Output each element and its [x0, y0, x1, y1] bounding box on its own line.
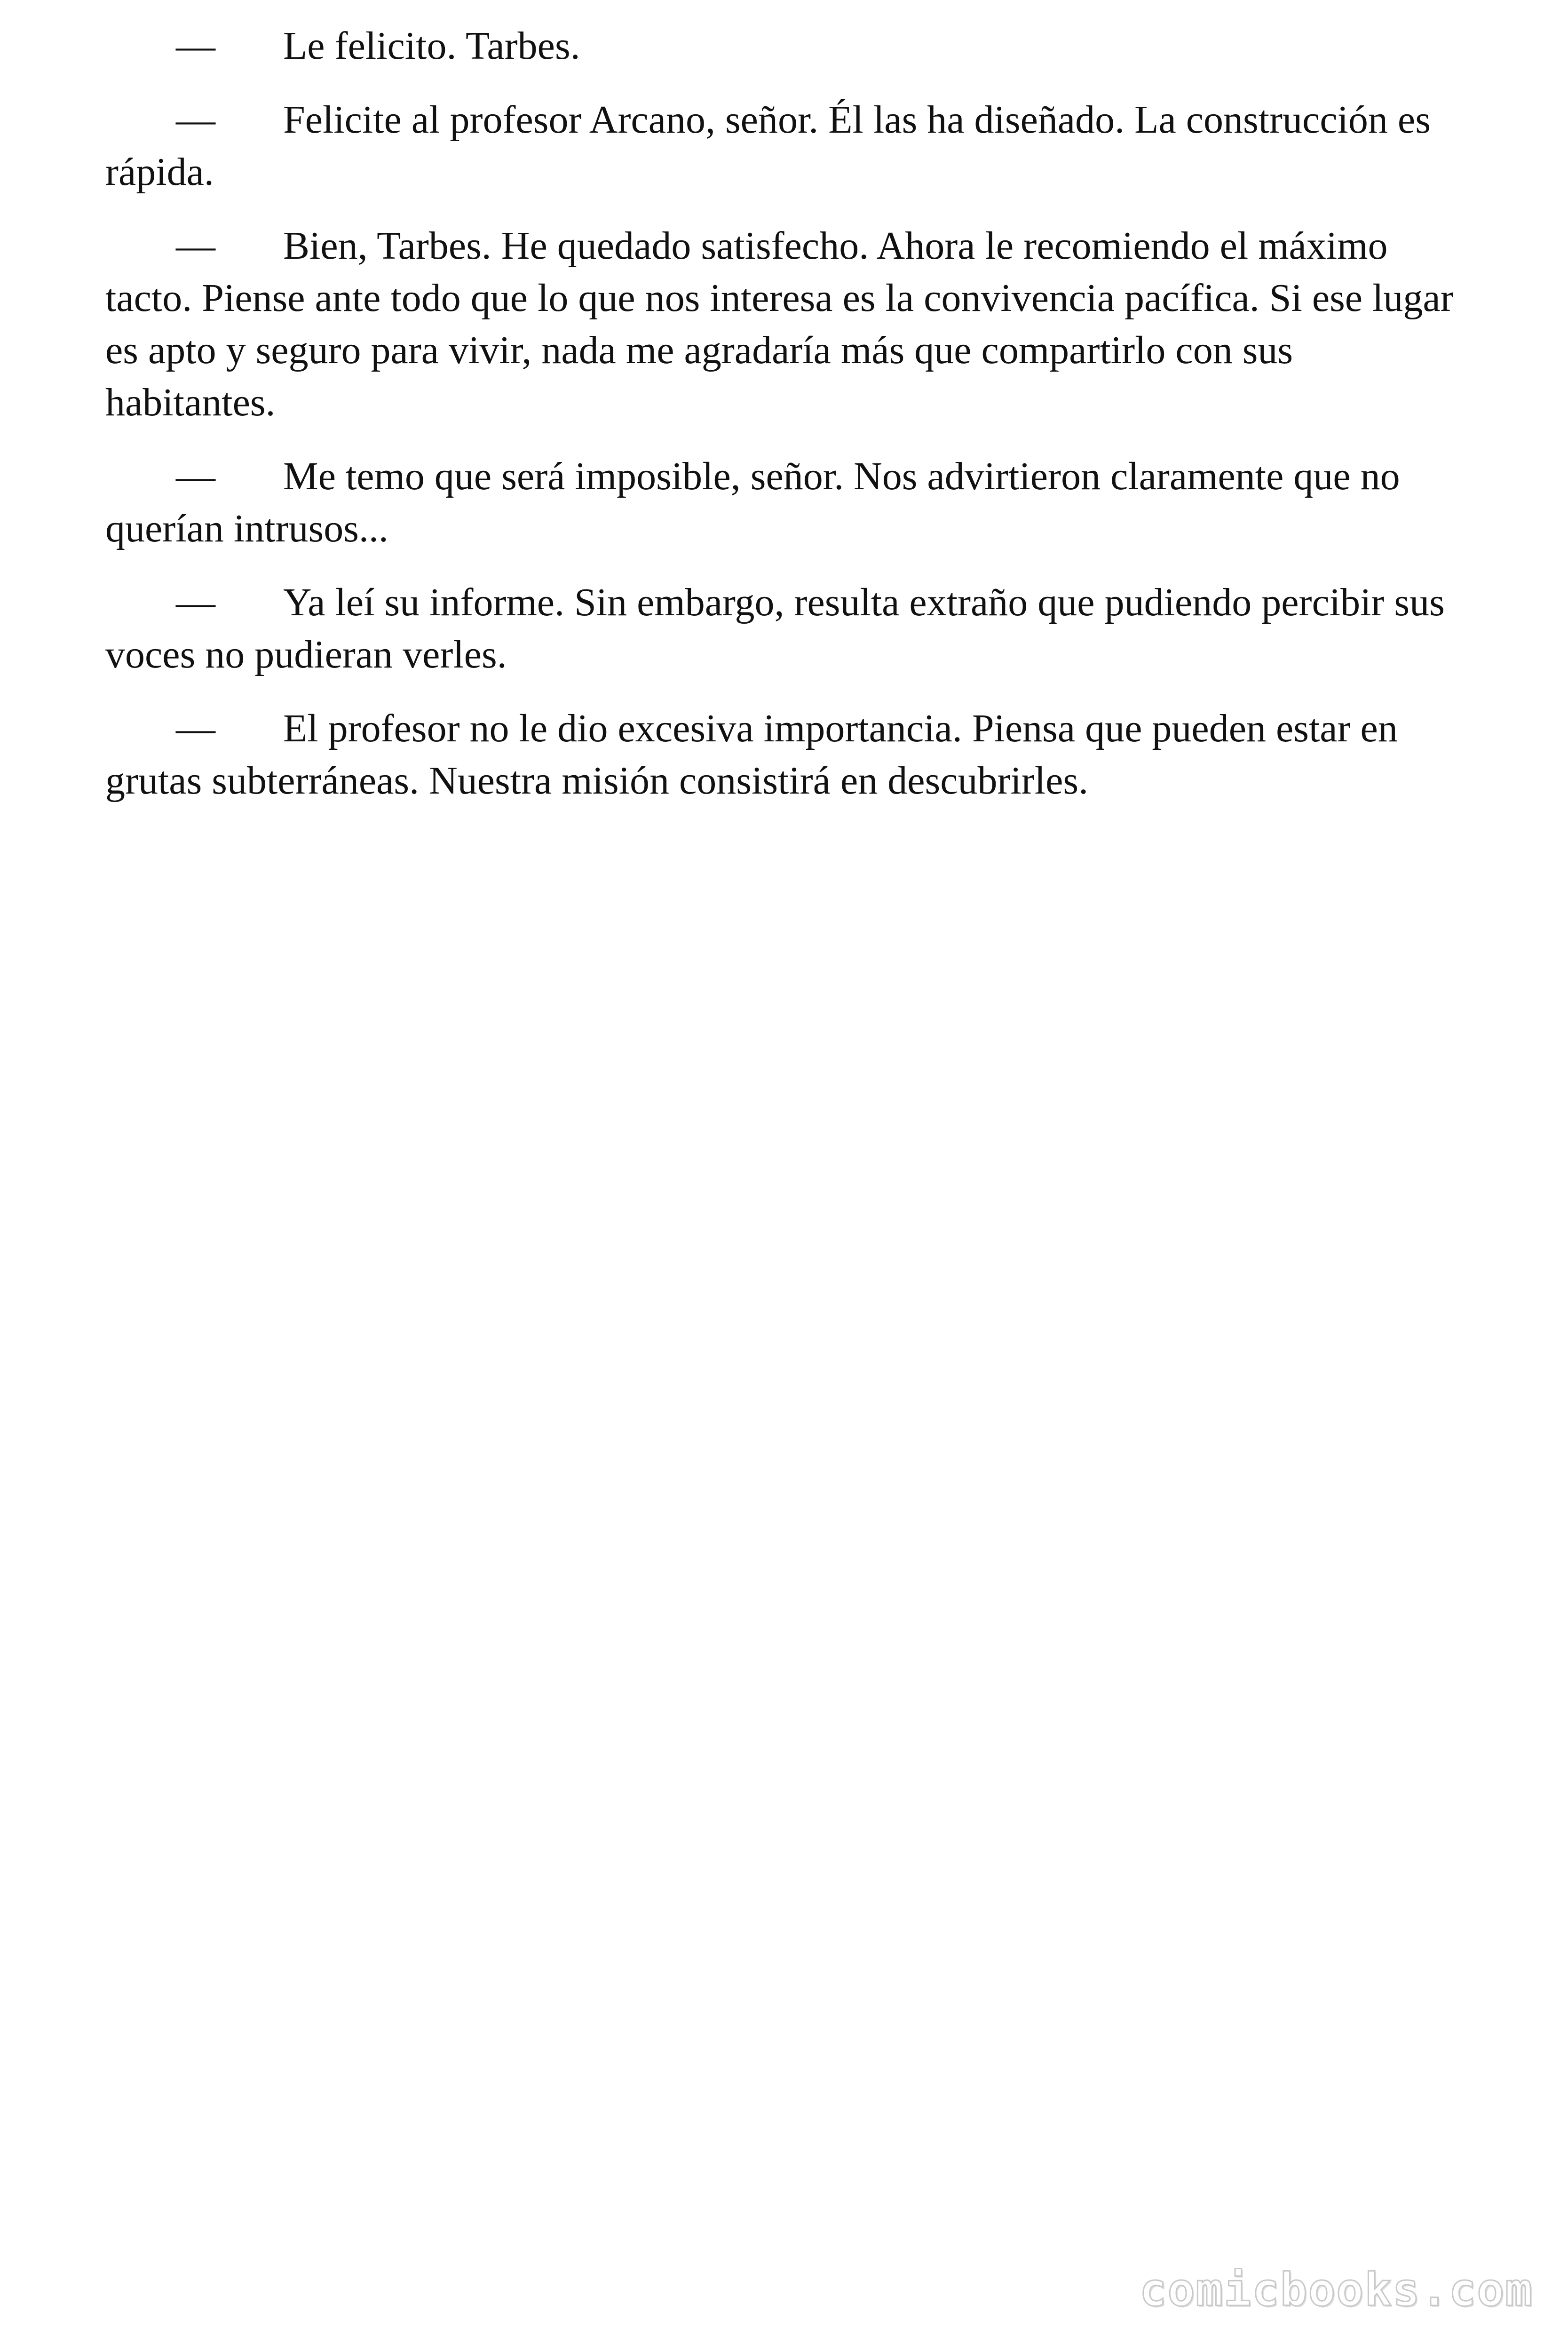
dialogue-dash: — [176, 224, 215, 268]
dialogue-text-block [105, 20, 1460, 828]
dialogue-text: Me temo que será imposible, señor. Nos advirtieron claramente que no querían intrusos... [105, 454, 1400, 550]
dialogue-paragraph-6 [105, 702, 1460, 807]
dialogue-paragraph-1 [105, 20, 1460, 72]
dialogue-paragraph-2 [105, 94, 1460, 198]
dialogue-dash: — [176, 24, 215, 68]
dialogue-text: El profesor no le dio excesiva importancia. Piensa que pueden estar en grutas subterráneas. Nuestra misión consistirá en descubrirles. [105, 707, 1398, 803]
dialogue-text: Le felicito. Tarbes. [283, 24, 580, 68]
dialogue-dash: — [176, 707, 215, 750]
dialogue-paragraph-5 [105, 576, 1460, 681]
dialogue-text: Felicite al profesor Arcano, señor. Él las ha diseñado. La construcción es rápida. [105, 98, 1431, 194]
dialogue-paragraph-3 [105, 220, 1460, 429]
dialogue-text: Ya leí su informe. Sin embargo, resulta extraño que pudiendo percibir sus voces no pudieran verles. [105, 580, 1445, 676]
dialogue-text: Bien, Tarbes. He quedado satisfecho. Ahora le recomiendo el máximo tacto. Piense ante todo que lo que nos interesa es la convivencia pacífica. Si ese lugar es apto y seguro para vivir, nada me agradaría más que compartirlo con sus habitantes. [105, 224, 1454, 424]
dialogue-dash: — [176, 580, 215, 624]
dialogue-paragraph-4 [105, 450, 1460, 555]
watermark-logo: comicbooks.com [1139, 2264, 1533, 2316]
dialogue-dash: — [176, 98, 215, 142]
dialogue-dash: — [176, 454, 215, 498]
